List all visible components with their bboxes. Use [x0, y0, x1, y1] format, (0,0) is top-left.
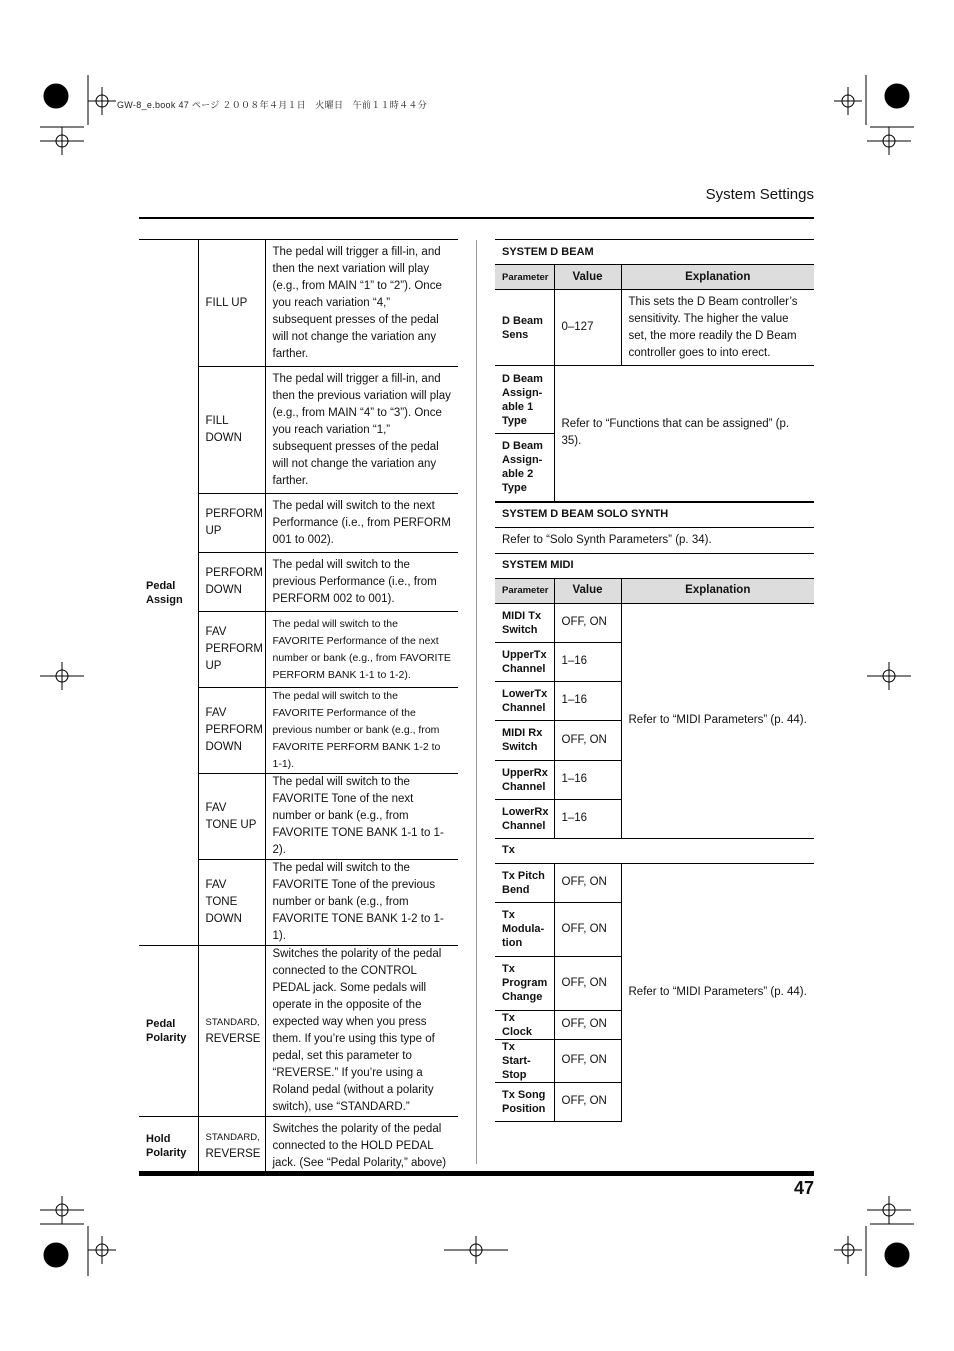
col-header-parameter: Parameter: [495, 265, 554, 290]
value-cell: OFF, ON: [554, 863, 621, 902]
value-cell: OFF, ON: [554, 1039, 621, 1082]
param-pedal-assign: Pedal Assign: [139, 240, 198, 946]
value-standard: STANDARD,: [205, 1132, 260, 1143]
explanation-cell: Switches the polarity of the pedal connected to the HOLD PEDAL jack. (See “Pedal Polarity,” above): [265, 1117, 458, 1176]
value-cell: FAV PERFORM DOWN: [198, 688, 265, 774]
explanation-cell: The pedal will switch to the FAVORITE Performance of the next number or bank (e.g., from FAVORITE PERFORM BANK 1-1 to 1-2).: [265, 612, 458, 688]
explanation-cell: Refer to “MIDI Parameters” (p. 44).: [621, 603, 814, 838]
value-reverse: REVERSE: [205, 1148, 261, 1160]
param-cell: Tx Clock: [495, 1010, 554, 1039]
section-title-midi: SYSTEM MIDI: [495, 553, 814, 578]
value-cell: FILL UP: [198, 240, 265, 367]
param-cell: UpperRx Channel: [495, 760, 554, 799]
value-cell: 1–16: [554, 681, 621, 720]
section-title-solo-synth: SYSTEM D BEAM SOLO SYNTH: [495, 502, 814, 528]
explanation-cell: Refer to “Functions that can be assigned” (p. 35).: [554, 366, 814, 502]
explanation-cell: Switches the polarity of the pedal connected to the CONTROL PEDAL jack. Some pedals will operate in the opposite of the expected way when you press them. If you’re using this type of pedal, set this parameter to “REVERSE.” If you’re using a Roland pedal (without a polarity switch), use “STANDARD.”: [265, 946, 458, 1117]
explanation-cell: The pedal will switch to the FAVORITE Tone of the previous number or bank (e.g., from FAVORITE TONE BANK 1-2 to 1-1).: [265, 860, 458, 946]
param-cell: Tx Pitch Bend: [495, 863, 554, 902]
param-cell: UpperTx Channel: [495, 642, 554, 681]
section-title-d-beam: SYSTEM D BEAM: [495, 240, 814, 265]
value-cell: PERFORM DOWN: [198, 553, 265, 612]
value-cell: 1–16: [554, 760, 621, 799]
value-reverse: REVERSE: [205, 1033, 261, 1045]
value-cell: 0–127: [554, 290, 621, 366]
col-header-parameter: Parameter: [495, 578, 554, 603]
page-number: 47: [793, 1178, 814, 1198]
value-cell: OFF, ON: [554, 603, 621, 642]
explanation-cell: This sets the D Beam controller’s sensitivity. The higher the value set, the more readily the D Beam controller goes to into erect.: [621, 290, 814, 366]
value-cell: OFF, ON: [554, 1010, 621, 1039]
value-cell: OFF, ON: [554, 1082, 621, 1121]
explanation-cell: The pedal will switch to the previous Performance (i.e., from PERFORM 002 to 001).: [265, 553, 458, 612]
column-divider: [476, 240, 477, 1164]
value-cell: PERFORM UP: [198, 494, 265, 553]
param-pedal-polarity: Pedal Polarity: [139, 946, 198, 1117]
param-hold-polarity: Hold Polarity: [139, 1117, 198, 1176]
explanation-cell: The pedal will switch to the FAVORITE Performance of the previous number or bank (e.g., from FAVORITE PERFORM BANK 1-2 to 1-1).: [265, 688, 458, 774]
value-cell: FAV TONE UP: [198, 774, 265, 860]
param-cell: Tx Modula-tion: [495, 902, 554, 956]
param-cell: MIDI Tx Switch: [495, 603, 554, 642]
solo-synth-reference: Refer to “Solo Synth Parameters” (p. 34).: [495, 527, 814, 553]
param-cell: Tx Song Position: [495, 1082, 554, 1121]
param-cell: MIDI Rx Switch: [495, 720, 554, 760]
value-cell: [198, 946, 265, 1117]
section-title-tx: Tx: [495, 838, 814, 863]
value-cell: FAV PERFORM UP: [198, 612, 265, 688]
explanation-cell: The pedal will trigger a fill-in, and then the previous variation will play (e.g., from MAIN “4” to “3”). Once you reach variation “1,” subsequent presses of the pedal will not change the variation any farther.: [265, 367, 458, 494]
col-header-explanation: Explanation: [621, 265, 814, 290]
header-rule: [139, 217, 814, 219]
explanation-cell: Refer to “MIDI Parameters” (p. 44).: [621, 863, 814, 1121]
footer-rule: [139, 1171, 814, 1176]
value-cell: OFF, ON: [554, 902, 621, 956]
system-settings-table: [495, 239, 814, 1122]
col-header-value: Value: [554, 578, 621, 603]
param-cell: D Beam Sens: [495, 290, 554, 366]
explanation-cell: The pedal will trigger a fill-in, and then the next variation will play (e.g., from MAIN “1” to “2”). Once you reach variation “4,” subsequent presses of the pedal will not change the variation any farther.: [265, 240, 458, 367]
value-standard: STANDARD,: [205, 1017, 260, 1028]
param-cell: LowerTx Channel: [495, 681, 554, 720]
param-cell: D Beam Assign-able 1 Type: [495, 366, 554, 434]
param-cell: Tx Program Change: [495, 956, 554, 1010]
value-cell: OFF, ON: [554, 720, 621, 760]
pedal-settings-table: [139, 239, 458, 1176]
value-cell: [198, 1117, 265, 1176]
value-cell: FAV TONE DOWN: [198, 860, 265, 946]
param-cell: Tx Start-Stop: [495, 1039, 554, 1082]
value-cell: 1–16: [554, 799, 621, 838]
explanation-cell: The pedal will switch to the next Performance (i.e., from PERFORM 001 to 002).: [265, 494, 458, 553]
value-cell: 1–16: [554, 642, 621, 681]
page-header-title: System Settings: [705, 186, 814, 203]
file-slug: GW-8_e.book 47 ページ ２００８年４月１日 火曜日 午前１１時４４分: [117, 100, 427, 110]
value-cell: FILL DOWN: [198, 367, 265, 494]
col-header-value: Value: [554, 265, 621, 290]
col-header-explanation: Explanation: [621, 578, 814, 603]
value-cell: OFF, ON: [554, 956, 621, 1010]
explanation-cell: The pedal will switch to the FAVORITE Tone of the next number or bank (e.g., from FAVORITE TONE BANK 1-1 to 1-2).: [265, 774, 458, 860]
param-cell: D Beam Assign-able 2 Type: [495, 434, 554, 502]
param-cell: LowerRx Channel: [495, 799, 554, 838]
